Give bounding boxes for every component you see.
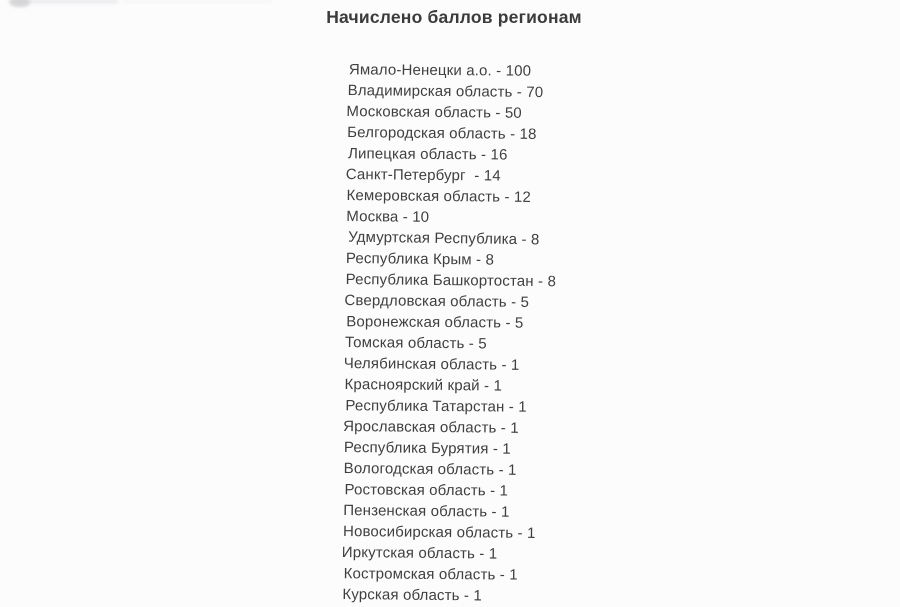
region-score-item: Воронежская область - 5 [346,313,524,332]
region-score-item: Республика Крым - 8 [345,249,495,269]
region-points-list [342,59,558,607]
region-score-item: Республика Бурятия - 1 [343,438,511,458]
region-score-item: Челябинская область - 1 [343,354,520,374]
region-score-item: Курская область - 1 [342,585,482,605]
region-score-item: Свердловская область - 5 [344,291,530,311]
page-title: Начислено баллов регионам [326,7,582,27]
region-score-item: Республика Башкортостан - 8 [345,270,557,291]
region-score-item: Липецкая область - 16 [347,145,508,164]
region-score-item: Пензенская область - 1 [343,501,510,521]
region-score-item: Москва - 10 [346,207,430,226]
region-score-item: Вологодская область - 1 [343,459,517,479]
region-score-item: Ямало-Ненецки а.о. - 100 [348,61,532,80]
region-score-item: Иркутская область - 1 [341,543,498,563]
region-score-item: Удмуртская Республика - 8 [348,228,540,249]
region-score-item: Белгородская область - 18 [347,123,537,143]
region-score-item: Республика Татарстан - 1 [345,397,527,416]
region-score-item: Ростовская область - 1 [344,481,509,500]
region-score-item: Московская область - 50 [346,102,522,122]
region-score-item: Санкт-Петербург - 14 [345,165,501,185]
region-score-item: Томская область - 5 [344,333,487,353]
region-score-item: Красноярский край - 1 [344,375,503,395]
region-score-item: Ярославская область - 1 [343,417,519,437]
region-score-item: Кемеровская область - 12 [346,186,532,206]
region-score-item: Новосибирская область - 1 [342,522,536,542]
region-score-item: Владимирская область - 70 [347,81,544,102]
region-score-item: Костромская область - 1 [343,565,518,584]
